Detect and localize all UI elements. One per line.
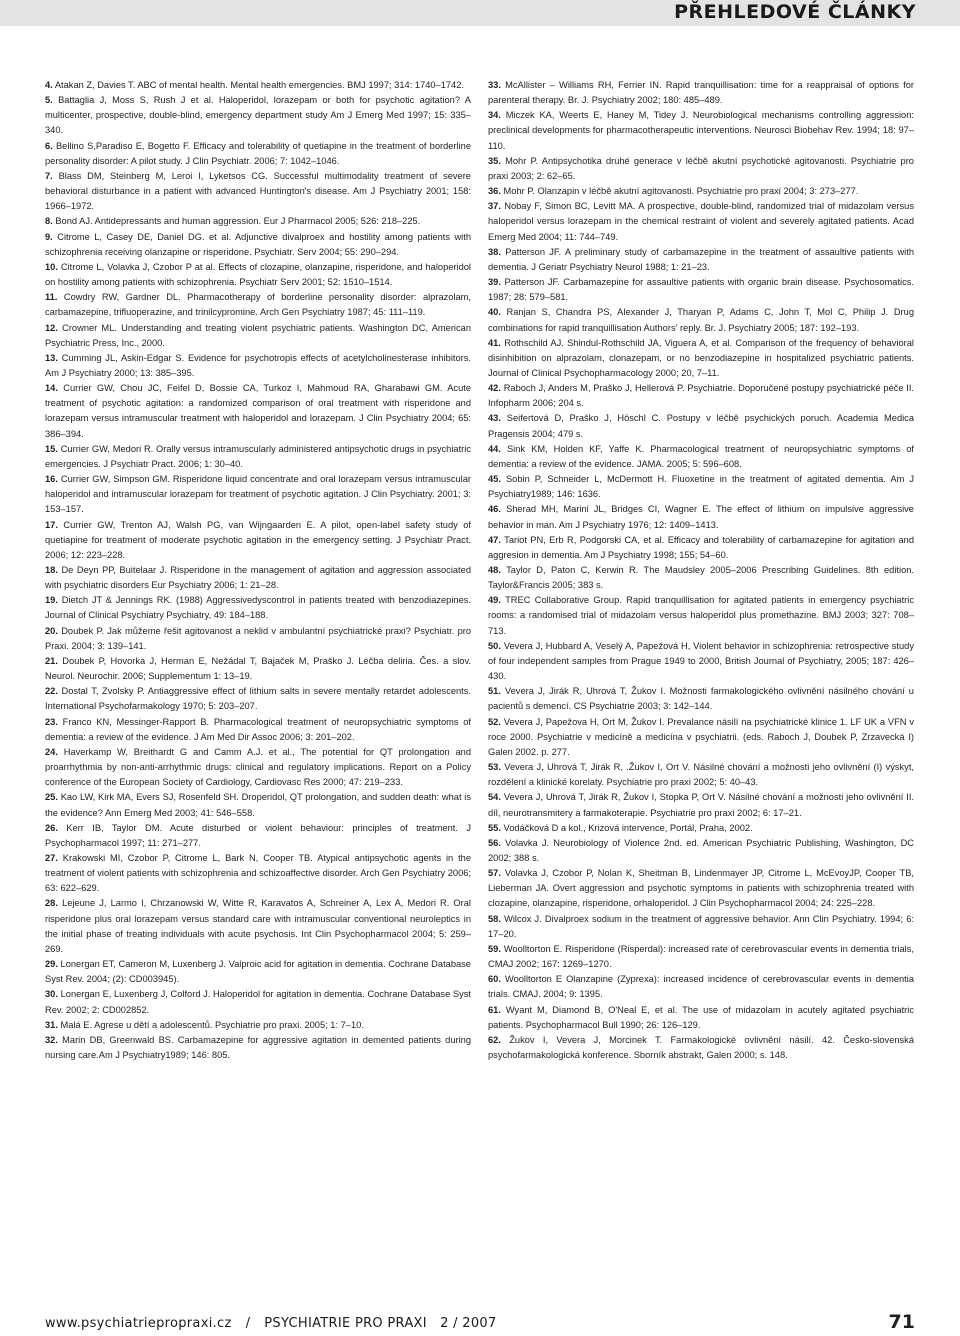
reference-text: Blass DM, Steinberg M, Leroi I, Lyketsos CG. Successful multimodality treatment of severe behavioral disturbance in a patient with advanced Huntington's disease. Am J Psychiatry 2001; 158: 1966–1972.: [45, 170, 471, 212]
reference-text: Woolltorton E Olanzapine (Zyprexa): increased incidence of cerebrovascular events in dementia trials. CMAJ. 2004; 9: 1395.: [488, 974, 914, 1000]
reference-text: McAllister – Williams RH, Ferrier IN. Rapid tranquillisation: time for a reappraisal of options for parenteral therapy. Br. J. Psychiatry 2002; 180: 485–489.: [488, 80, 914, 106]
footer-journal: PSYCHIATRIE PRO PRAXI: [264, 1316, 427, 1331]
reference-text: Vevera J, Hubbard A, Veselý A, Papežová H, Violent behavior in schizophrenia: retrospective study of four independent samples from Prague 1949 to 2000, British Journal of Psychiatry, 2005; 187: 426–430.: [488, 640, 914, 682]
reference-item: [488, 912, 914, 942]
reference-number: 13.: [45, 352, 58, 363]
reference-text: Atakan Z, Davies T. ABC of mental health. Mental health emergencies. BMJ 1997; 314: 1740–1742.: [54, 80, 464, 90]
reference-text: Raboch J, Anders M, Praško J, Hellerová P. Psychiatrie. Doporučené postupy psychiatrické péče II. Infopharm 2006; 204 s.: [488, 383, 914, 409]
reference-item: [488, 533, 914, 563]
reference-text: Battaglia J, Moss S, Rush J et al. Haloperidol, lorazepam or both for psychotic agitation? A multicenter, prospective, double-blind, emergency department study Am J Emerg Med 1997; 15: 335–340.: [45, 95, 471, 136]
reference-number: 30.: [45, 989, 58, 1000]
reference-item: [45, 518, 471, 563]
reference-number: 44.: [488, 443, 501, 454]
reference-text: Kerr IB, Taylor DM. Acute disturbed or violent behaviour: principles of treatment. J Psychopharmacol 1997; 11: 271–277.: [45, 822, 471, 848]
reference-text: Haverkamp W, Breithardt G and Camm A.J. et al., The potential for QT prolongation and proarrhythmia by non-anti-arrhythmic drugs: clinical and regulatory implications. Report on a Policy conference of the European Society of Cardiology, Cardiovasc Res 2000; 47: 219–233.: [45, 746, 471, 788]
reference-number: 20.: [45, 625, 58, 636]
reference-item: [488, 442, 914, 472]
reference-item: [488, 972, 914, 1002]
references-left-column: [45, 78, 471, 1063]
reference-number: 47.: [488, 534, 501, 545]
reference-text: Wilcox J. Divalproex sodium in the treatment of aggressive behavior. Ann Clin Psychiatry. 1994; 6: 17–20.: [488, 913, 914, 939]
reference-text: Dostal T, Zvolsky P. Antiaggressive effect of lithium salts in severe mentally retardet adolescents. International Psychofarmakology 1970; 5: 203–207.: [45, 686, 471, 712]
reference-item: [45, 987, 471, 1017]
reference-number: 9.: [45, 231, 53, 242]
reference-text: Nobay F, Simon BC, Levitt MA. A prospective, double-blind, randomized trial of midazolam versus haloperidol versus lorazepam in the chemical restraint of violent and severely agitated patients. Acad Emerg Med 2004; 11: 744–749.: [488, 201, 915, 242]
reference-item: [45, 745, 471, 790]
reference-item: [45, 1018, 471, 1033]
reference-item: [45, 139, 471, 169]
reference-text: Patterson JF. Carbamazepine for assaultive patients with organic brain disease. Psychosomatics. 1987; 28: 579–581.: [488, 277, 914, 303]
reference-item: [45, 821, 471, 851]
reference-text: Lejeune J, Larmo I, Chrzanowski W, Witte R, Karavatos A, Schreiner A, Lex A, Medori R. Oral risperidone plus oral lorazepam versus standard care with intramuscular conventional neuroleptics in the initial phase of treating individuals with acute psychosis. Int Clin Psychopharmacol 2004; 5: 259–269.: [45, 898, 471, 954]
reference-item: [488, 381, 914, 411]
reference-item: [488, 336, 914, 381]
reference-text: Malá E. Agrese u dětí a adolescentů. Psychiatrie pro praxi. 2005; 1: 7–10.: [60, 1019, 364, 1030]
references-right-column: [488, 78, 914, 1063]
reference-item: [45, 684, 471, 714]
reference-item: [488, 245, 914, 275]
reference-text: Volavka J, Czobor P, Nolan K, Sheitman B, Lindenmayer JP, Citrome L, McEvoyJP, Cooper TB, Lieberman JA. Overt aggression and psychotic symptoms in patients with schizophrenia treated with clozapine, olanzapine, risperidone, orhaloperidol. J Clin Psychopharmacol 2004; 24: 225–228.: [488, 868, 914, 909]
reference-item: [45, 260, 471, 290]
reference-text: Patterson JF. A preliminary study of carbamazepine in the treatment of assaultive patients with dementia. J Geriatr Psychiatry Neurol 1988; 1: 21–23.: [488, 246, 914, 272]
reference-text: Vevera J, Uhrová T, Jirák R, Žukov I, Stopka P, Ort V. Násilné chování a možnosti jeho ovlivnění II. díl, neurotransmitery a farmakoterapie. Psychiatrie pro praxi 2002; 6: 17–21.: [488, 792, 914, 818]
reference-text: Sherad MH, Marini JL, Bridges CI, Wagner E. The effect of lithium on impulsive aggressive behavior in man. Am J Psychiatry 1976; 12: 1409–1413.: [488, 504, 914, 530]
reference-text: Bellino S,Paradiso E, Bogetto F. Efficacy and tolerability of quetiapine in the treatment of borderline personality disorder: A pilot study. J Clin Psychiatr. 2006; 7: 1042–1046.: [45, 140, 471, 166]
reference-item: [488, 760, 914, 790]
reference-text: Mohr P. Olanzapin v léčbě akutní agitovanosti. Psychiatrie pro praxi 2004; 3: 273–277.: [503, 186, 859, 197]
reference-item: [488, 563, 914, 593]
reference-number: 25.: [45, 792, 58, 803]
reference-number: 33.: [488, 80, 501, 90]
reference-number: 52.: [488, 716, 501, 727]
reference-text: Kao LW, Kirk MA, Evers SJ, Rosenfeld SH. Droperidol, QT prolongation, and sudden death: what is the evidence? Ann Emerg Med 2003; 41: 546–558.: [45, 792, 471, 818]
reference-number: 53.: [488, 762, 501, 773]
reference-item: [488, 821, 914, 836]
reference-text: Marin DB, Greenwald BS. Carbamazepine for aggressive agitation in demented patients during nursing care.Am J Psychiatry1989; 146: 805.: [45, 1034, 471, 1060]
reference-text: Currier GW, Medori R. Orally versus intramuscularly administered antipsychotic drugs in psychiatric emergencies. J Psychiatr Pract. 2006; 1: 30–40.: [45, 443, 471, 469]
reference-number: 17.: [45, 519, 58, 530]
reference-text: Mohr P. Antipsychotika druhé generace v léčbě akutní psychotické agitovanosti. Psychiatrie pro praxi 2003; 2: 62–65.: [488, 155, 914, 181]
reference-item: [488, 639, 914, 684]
reference-text: TREC Collaborative Group. Rapid tranquillisation for agitated patients in emergency psychiatric rooms: a randomised trial of midazolam versus haloperidol plus promethazine. BMJ 2003; 327: 708–713.: [488, 595, 914, 636]
reference-text: Taylor D, Paton C, Kerwin R. The Maudsley 2005–2006 Prescribing Guidelines. 8th edition. Taylor&Francis 2005; 383 s.: [488, 565, 914, 591]
reference-text: Lonergan E, Luxenberg J, Colford J. Haloperidol for agitation in dementia. Cochrane Database Syst Rev. 2002; 2: CD002852.: [45, 989, 471, 1015]
reference-number: 32.: [45, 1034, 58, 1045]
reference-number: 61.: [488, 1004, 501, 1015]
reference-number: 39.: [488, 277, 501, 288]
reference-number: 41.: [488, 337, 501, 348]
reference-item: [45, 472, 471, 517]
reference-item: [45, 654, 471, 684]
reference-number: 58.: [488, 913, 501, 924]
reference-text: Žukov I, Vevera J, Morcinek T. Farmakologické ovlivnění násilí. 42. Česko-slovenská psychofarmakologická konference. Sborník abstrakt, Galen 2000; s. 148.: [488, 1034, 914, 1060]
reference-number: 10.: [45, 261, 58, 272]
reference-item: [45, 230, 471, 260]
reference-item: [488, 275, 914, 305]
reference-number: 7.: [45, 170, 53, 181]
reference-number: 62.: [488, 1034, 501, 1045]
reference-text: Sink KM, Holden KF, Yaffe K. Pharmacological treatment of neuropsychiatric symptoms of dementia: a review of the evidence. JAMA. 2005; 5: 596–608.: [488, 443, 914, 469]
reference-number: 38.: [488, 246, 501, 257]
reference-text: Sobin P, Schneider L, McDermott H. Fluoxetine in the treatment of agitated dementia. Am J Psychiatry1989; 146: 1636.: [488, 474, 914, 500]
reference-item: [45, 957, 471, 987]
reference-text: Currier GW, Chou JC, Feifel D, Bossie CA, Turkoz I, Mahmoud RA, Gharabawi GM. Acute treatment of psychotic agitation: a randomized comparison of oral treatment with risperidone and lorazepam versus intramuscular treatment with haloperidol and lorazepam. J Clin Psychiatry 2004; 65: 386–394.: [45, 383, 471, 439]
reference-text: Cumming JL, Askin-Edgar S. Evidence for psychotropis effects of acetylcholinesterase inhibitors. Am J Psychiatry 2000; 13: 385–395.: [45, 352, 471, 378]
reference-text: Woolltorton E. Risperidone (Risperdal): increased rate of cerebrovascular events in dementia trials, CMAJ 2002; 167: 1269–1270.: [488, 943, 914, 970]
reference-number: 51.: [488, 686, 501, 697]
footer: [45, 1311, 915, 1336]
footer-website[interactable]: www.psychiatriepropraxi.cz: [45, 1316, 232, 1331]
reference-number: 18.: [45, 565, 58, 575]
reference-number: 56.: [488, 837, 501, 848]
reference-item: [488, 78, 914, 108]
reference-item: [45, 624, 471, 654]
reference-item: [488, 199, 914, 244]
reference-number: 48.: [488, 565, 501, 575]
reference-number: 49.: [488, 595, 501, 606]
reference-item: [488, 790, 914, 820]
reference-number: 31.: [45, 1019, 58, 1030]
reference-item: [45, 1033, 471, 1063]
reference-item: [488, 942, 914, 972]
reference-number: 57.: [488, 868, 501, 879]
reference-text: Vevera J, Papežova H, Ort M, Žukov I. Prevalance násilí na psychiatrické klinice 1. LF UK a VFN v roce 2000. Psychiatrie v medicíně a medicína v psychiatrii. (eds. Raboch J, Doubek P, Zrzavecká I) Galen 2002. p. 277.: [488, 716, 914, 757]
reference-number: 27.: [45, 852, 58, 863]
reference-item: [488, 411, 914, 441]
reference-item: [488, 684, 914, 714]
reference-item: [488, 866, 914, 911]
reference-item: [45, 715, 471, 745]
reference-number: 19.: [45, 595, 58, 606]
reference-number: 59.: [488, 943, 501, 954]
reference-item: [488, 593, 914, 638]
reference-item: [45, 290, 471, 320]
reference-number: 29.: [45, 959, 58, 970]
reference-number: 4.: [45, 80, 53, 90]
reference-number: 36.: [488, 186, 501, 197]
reference-item: [45, 381, 471, 442]
reference-number: 23.: [45, 716, 58, 727]
footer-separator: /: [245, 1316, 251, 1331]
reference-number: 8.: [45, 216, 53, 227]
reference-item: [488, 1003, 914, 1033]
reference-number: 22.: [45, 686, 58, 697]
reference-number: 24.: [45, 746, 58, 757]
reference-number: 46.: [488, 504, 501, 515]
reference-number: 60.: [488, 974, 501, 985]
reference-number: 34.: [488, 110, 501, 121]
reference-item: [488, 715, 914, 760]
reference-number: 35.: [488, 155, 501, 166]
reference-number: 28.: [45, 898, 58, 909]
reference-number: 5.: [45, 95, 53, 106]
reference-item: [488, 305, 914, 335]
reference-item: [45, 321, 471, 351]
reference-item: [45, 790, 471, 820]
reference-number: 21.: [45, 655, 58, 666]
reference-item: [488, 154, 914, 184]
reference-item: [45, 563, 471, 593]
reference-text: Doubek P, Hovorka J, Herman E, Nežádal T, Bajaček M, Praško J. Léčba deliria. Čes. a slov. Neurol. Neurochir. 2006; Supplementum 1: 13–19.: [45, 655, 471, 682]
reference-text: Crowner ML. Understanding and treating violent psychiatric patients. Washington DC, American Psychiatric Press, Inc., 2000.: [45, 322, 471, 348]
reference-number: 11.: [45, 292, 58, 303]
page-number: 71: [888, 1311, 915, 1333]
reference-text: Franco KN, Messinger-Rapport B. Pharmacological treatment of neuropsychiatric symptoms of dementia: a review of the evidence. J Am Med Dir Assoc 2006; 3: 201–202.: [45, 716, 471, 742]
reference-number: 42.: [488, 383, 501, 394]
reference-number: 37.: [488, 201, 501, 212]
reference-item: [45, 593, 471, 623]
reference-text: Krakowski MI, Czobor P, Citrome L, Bark N, Cooper TB. Atypical antipsychotic agents in the treatment of violent patients with schizophrenia and schizoaffective disorder. Arch Gen Psychiatry 2006; 63: 622–629.: [45, 852, 471, 894]
reference-item: [488, 108, 914, 153]
reference-text: Citrome L, Volavka J, Czobor P at al. Effects of clozapine, olanzapine, risperidone, and haloperidol on hostility among patients with schizophrenia. Psychiatr Serv 2001; 52: 1510–1514.: [45, 261, 471, 288]
reference-item: [45, 896, 471, 957]
reference-number: 45.: [488, 474, 501, 485]
reference-number: 26.: [45, 822, 58, 833]
reference-text: Volavka J. Neurobiology of Violence 2nd. ed. American Psychiatric Publishing, Washington, DC 2002; 388 s.: [488, 837, 914, 863]
reference-number: 15.: [45, 443, 58, 454]
reference-text: Cowdry RW, Gardner DL. Pharmacotherapy of borderline personality disorder: alprazolam, carbamazepine, trifluoperazine, and trinilcypromine. Arch Gen Psychiatry 1987; 45: 111–119.: [45, 292, 471, 318]
reference-item: [45, 93, 471, 138]
reference-text: Tariot PN, Erb R, Podgorski CA, et al. Efficacy and tolerability of carbamazepine for agitation and aggresion in dementia. Am J Psychiatry 1998; 155; 54–60.: [488, 534, 914, 560]
reference-text: Lonergan ET, Cameron M, Luxenberg J. Valproic acid for agitation in dementia. Cochrane Database Syst Rev. 2004; (2): CD003945).: [45, 959, 471, 985]
reference-text: Doubek P. Jak můžeme řešit agitovanost a neklid v ambulantní psychiatrické praxi? Psychiatr. pro Praxi. 2004; 3: 139–141.: [45, 625, 472, 651]
reference-text: Vodáčková D a kol., Krizová intervence, Portál, Praha, 2002.: [503, 822, 753, 833]
reference-number: 12.: [45, 322, 58, 333]
reference-number: 54.: [488, 792, 501, 803]
reference-item: [45, 214, 471, 229]
reference-text: Miczek KA, Weerts E, Haney M, Tidey J. Neurobiological mechanisms controlling aggression: preclinical developments for pharmacotherapeutic interventions. Neurosci Biobehav Rev. 1994; 18: 97–110.: [488, 110, 914, 151]
reference-text: Currier GW, Simpson GM. Risperidone liquid concentrate and oral lorazepam versus intramuscular haloperidol and intramuscular lorazepam for treatment of psychotic agitation. J Clin Psychiatry. 2001; 3: 153–157.: [45, 474, 471, 515]
reference-text: Rothschild AJ. Shindul-Rothschild JA, Viguera A, et al. Comparison of the frequency of behavioral disinhibition on alprazolam, clonazepam, or no benzodiazepine in hospitalized psychiatric patients. Journal of Clinical Psychopharmacology 2000; 20, 7–11.: [488, 337, 914, 378]
reference-item: [488, 1033, 914, 1063]
reference-text: Vevera J, Jirák R, Uhrová T, Žukov I. Možnosti farmakologického ovlivnění násilného chování u pacientů s demencí. CS Psychiatrie 2003; 3: 142–144.: [488, 686, 914, 712]
reference-text: Wyant M, Diamond B, O'Neal E, et al. The use of midazolam in acutely agitated psychiatric patients. Psychopharmacol Bull 1990; 26: 126–129.: [488, 1004, 914, 1030]
section-title: PŘEHLEDOVÉ ČLÁNKY: [674, 1, 916, 23]
reference-number: 16.: [45, 474, 58, 485]
reference-number: 40.: [488, 307, 501, 318]
footer-issue: 2 / 2007: [440, 1316, 497, 1331]
reference-text: Dietch JT & Jennings RK. (1988) Aggressivedyscontrol in patients treated with benzodiazepines. Journal of Clinical Psychiatry Psychiatry, 49: 184–188.: [45, 595, 471, 621]
reference-number: 50.: [488, 640, 501, 651]
reference-text: De Deyn PP, Buitelaar J. Risperidone in the management of agitation and aggression associated with psychiatric disorders Eur Psychiatry 2006; 1: 21–28.: [45, 565, 471, 591]
reference-number: 55.: [488, 822, 501, 833]
reference-item: [45, 169, 471, 214]
reference-item: [488, 836, 914, 866]
reference-text: Seifertová D, Praško J, Höschl C. Postupy v léčbě psychických poruch. Academia Medica Pragensis 2004; 479 s.: [488, 413, 914, 439]
reference-item: [488, 184, 914, 199]
reference-number: 6.: [45, 140, 53, 151]
footer-citation: [45, 1316, 497, 1331]
reference-item: [45, 351, 471, 381]
reference-item: [45, 851, 471, 896]
reference-item: [45, 442, 471, 472]
reference-text: Bond AJ. Antidepressants and human aggression. Eur J Pharmacol 2005; 526: 218–225.: [55, 216, 421, 227]
reference-text: Vevera J, Uhrová T, Jirák R, .Žukov I, Ort V. Násilné chování a možnosti jeho ovlivnění (I) výskyt, rozdělení a klinické korelaty. Psychiatrie pro praxi 2002; 5: 40–43.: [488, 762, 914, 788]
reference-item: [488, 472, 914, 502]
reference-number: 14.: [45, 383, 58, 394]
reference-item: [488, 502, 914, 532]
reference-text: Ranjan S, Chandra PS, Alexander J, Tharyan P, Adams C, John T, Mol C, Philip J. Drug combinations for rapid tranquillisation Authors' reply. Br. J. Psychiatry 2005; 187: 192–193.: [488, 307, 914, 333]
reference-text: Citrome L, Casey DE, Daniel DG. et al. Adjunctive divalproex and hostility among patients with schizophrenia receiving olanzapine or risperidone. Psychiatr. Serv 2004; 55: 290–294.: [45, 231, 471, 257]
reference-text: Currier GW, Trenton AJ, Walsh PG, van Wijngaarden E. A pilot, open-label safety study of quetiapine for treatment of moderate psychotic agitation in the emergency setting. J Psychiatr Pract. 2006; 12: 223–228.: [45, 519, 471, 560]
reference-item: [45, 78, 471, 93]
reference-number: 43.: [488, 413, 501, 424]
